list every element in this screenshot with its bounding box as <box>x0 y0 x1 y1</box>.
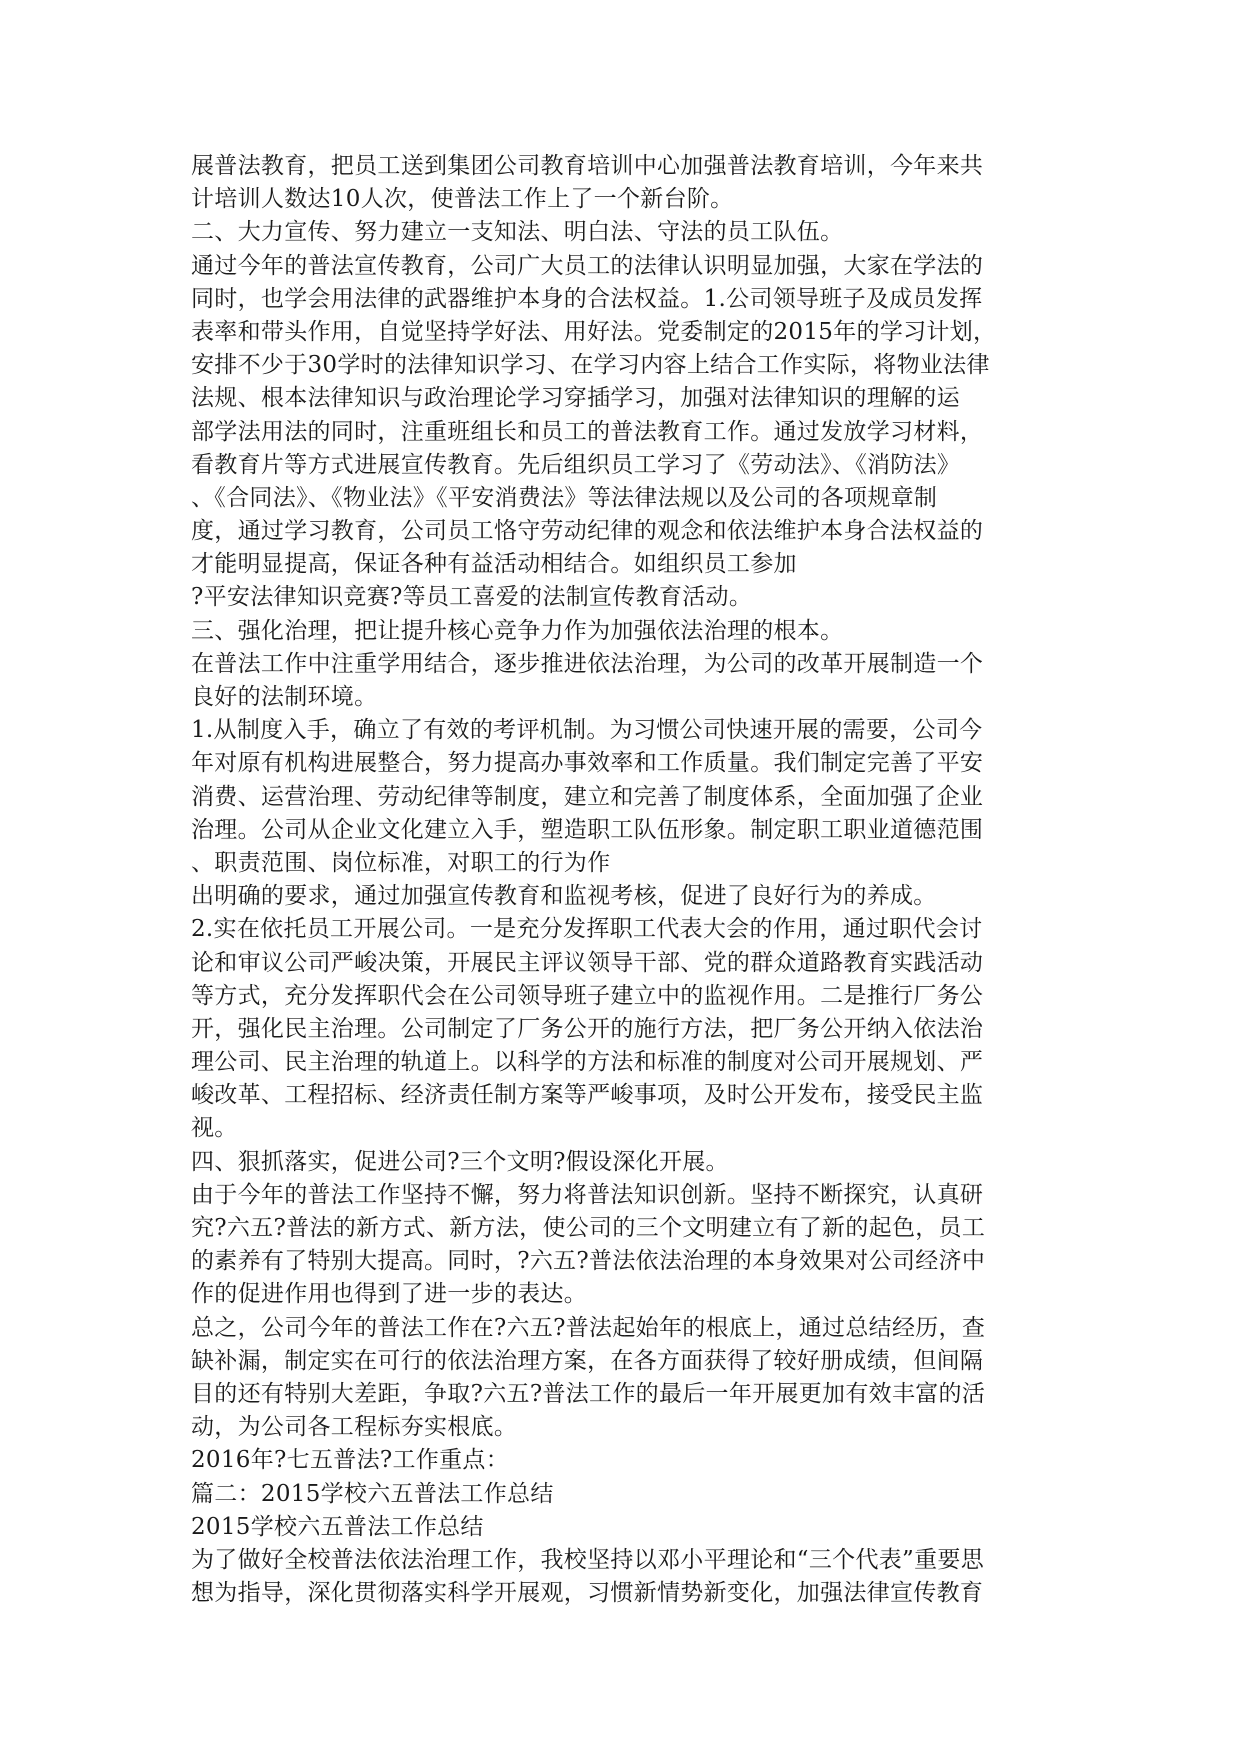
text-line: 才能明显提高，保证各种有益活动相结合。如组织员工参加 <box>191 551 797 578</box>
text-line: 部学法用法的同时，注重班组长和员工的普法教育工作。通过发放学习材料， <box>191 418 984 445</box>
text-line: 看教育片等方式进展宣传教育。先后组织员工学习了《劳动法》、《消防法》 <box>191 451 961 478</box>
text-line: 良好的法制环境。 <box>191 684 378 710</box>
text-line: 在普法工作中注重学用结合，逐步推进依法治理，为公司的改革开展制造一个 <box>191 650 984 677</box>
text-line: 目的还有特别大差距，争取?六五?普法工作的最后一年开展更加有效丰富的活 <box>191 1380 986 1407</box>
text-line: 度，通过学习教育，公司员工恪守劳动纪律的观念和依法维护本身合法权益的 <box>191 518 984 545</box>
text-line: 缺补漏，制定实在可行的依法治理方案，在各方面获得了较好册成绩，但间隔 <box>191 1347 984 1374</box>
section-heading: 四、狠抓落实，促进公司?三个文明?假设深化开展。 <box>191 1148 729 1175</box>
text-line: 究?六五?普法的新方式、新方法，使公司的三个文明建立有了新的起色，员工 <box>191 1215 986 1241</box>
text-line: 、《合同法》、《物业法》《平安消费法》等法律法规以及公司的各项规章制 <box>191 484 938 511</box>
text-line: 消费、运营治理、劳动纪律等制度，建立和完善了制度体系，全面加强了企业 <box>191 783 984 810</box>
text-line: 安排不少于30学时的法律知识学习、在学习内容上结合工作实际，将物业法律 <box>191 352 990 379</box>
article-subtitle: 2015学校六五普法工作总结 <box>191 1513 484 1540</box>
text-line: 动，为公司各工程标夯实根底。 <box>191 1414 518 1441</box>
document-body <box>191 150 1046 1610</box>
text-line: 2016年?七五普法?工作重点： <box>191 1447 509 1474</box>
text-line: 理公司、民主治理的轨道上。以科学的方法和标准的制度对公司开展规划、严 <box>191 1049 984 1076</box>
text-line: 想为指导，深化贯彻落实科学开展观，习惯新情势新变化，加强法律宣传教育 <box>191 1580 984 1607</box>
text-line: 出明确的要求，通过加强宣传教育和监视考核，促进了良好行为的养成。 <box>191 883 937 910</box>
text-line: 通过今年的普法宣传教育，公司广大员工的法律认识明显加强，大家在学法的 <box>191 252 984 279</box>
text-line: 同时，也学会用法律的武器维护本身的合法权益。1.公司领导班子及成员发挥 <box>191 285 983 312</box>
text-line: 开，强化民主治理。公司制定了厂务公开的施行方法，把厂务公开纳入依法治 <box>191 1015 984 1042</box>
text-line: 作的促进作用也得到了进一步的表达。 <box>191 1281 588 1308</box>
text-line: 计培训人数达10人次，使普法工作上了一个新台阶。 <box>191 186 734 213</box>
text-line: 治理。公司从企业文化建立入手，塑造职工队伍形象。制定职工职业道德范围 <box>191 816 984 843</box>
text-line: 年对原有机构进展整合，努力提高办事效率和工作质量。我们制定完善了平安 <box>191 750 984 777</box>
text-line: 1.从制度入手，确立了有效的考评机制。为习惯公司快速开展的需要，公司今 <box>191 717 983 744</box>
text-line: ?平安法律知识竞赛?等员工喜爱的法制宣传教育活动。 <box>191 584 753 611</box>
text-line: 展普法教育，把员工送到集团公司教育培训中心加强普法教育培训，今年来共 <box>191 153 984 179</box>
text-line: 总之，公司今年的普法工作在?六五?普法起始年的根底上，通过总结经历，查 <box>191 1314 986 1341</box>
text-line: 论和审议公司严峻决策，开展民主评议领导干部、党的群众道路教育实践活动 <box>191 949 984 976</box>
text-line: 为了做好全校普法依法治理工作，我校坚持以邓小平理论和“三个代表”重要思 <box>191 1546 985 1573</box>
section-heading: 二、大力宣传、努力建立一支知法、明白法、守法的员工队伍。 <box>191 219 844 246</box>
text-line: 视。 <box>191 1115 238 1142</box>
text-line: 由于今年的普法工作坚持不懈，努力将普法知识创新。坚持不断探究，认真研 <box>191 1181 984 1208</box>
text-line: 表率和带头作用，自觉坚持学好法、用好法。党委制定的2015年的学习计划， <box>191 318 997 345</box>
text-line: 法规、根本法律知识与政治理论学习穿插学习，加强对法律知识的理解的运 <box>191 385 960 412</box>
text-line: 的素养有了特别大提高。同时，?六五?普法依法治理的本身效果对公司经济中 <box>191 1248 986 1275</box>
text-line: 、职责范围、岗位标准，对职工的行为作 <box>191 849 611 876</box>
text-line: 峻改革、工程招标、经济责任制方案等严峻事项，及时公开发布，接受民主监 <box>191 1082 984 1109</box>
section-heading: 三、强化治理，把让提升核心竞争力作为加强依法治理的根本。 <box>191 617 844 644</box>
text-line: 等方式，充分发挥职代会在公司领导班子建立中的监视作用。二是推行厂务公 <box>191 982 984 1009</box>
article-title: 篇二：2015学校六五普法工作总结 <box>191 1480 554 1507</box>
text-line: 2.实在依托员工开展公司。一是充分发挥职工代表大会的作用，通过职代会讨 <box>191 916 983 943</box>
